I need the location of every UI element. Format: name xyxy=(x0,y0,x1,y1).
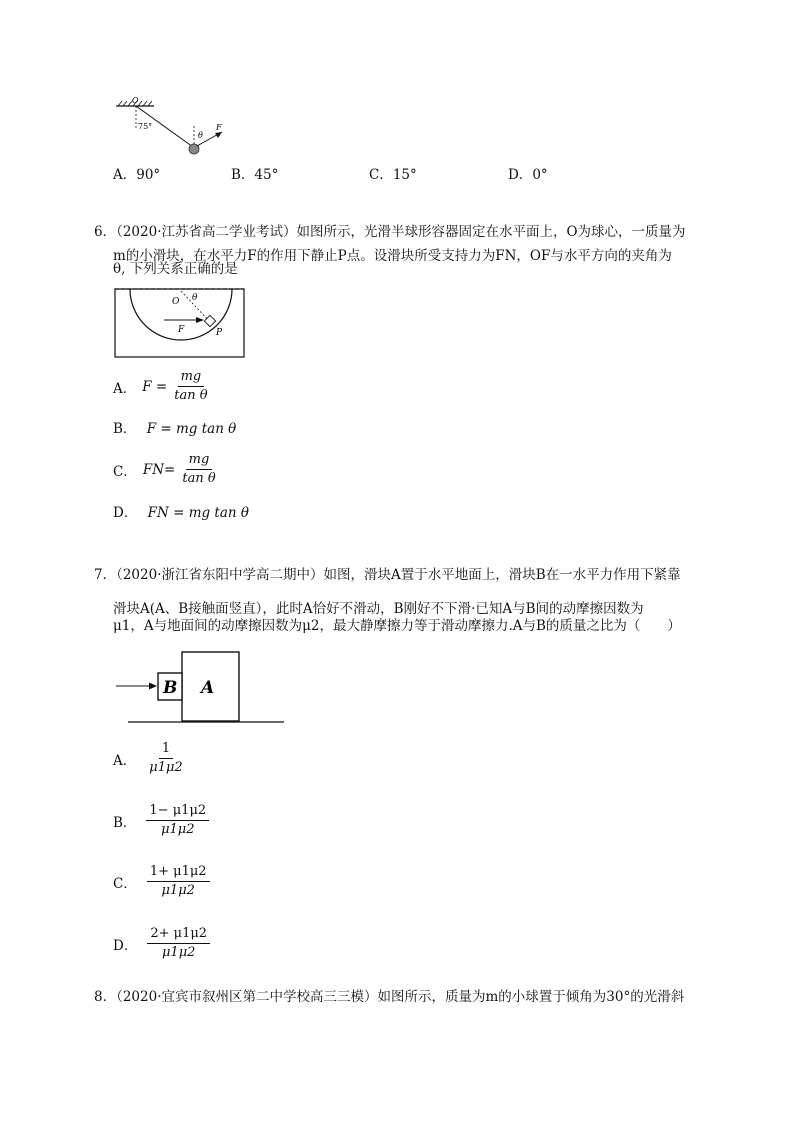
q7-stem-line2: 滑块A(A、B接触面竖直），此时A恰好不滑动，B刚好不下滑·已知A与B间的动摩擦因数为 xyxy=(113,601,644,617)
q6-option-b-label: B． xyxy=(113,421,137,437)
q6-option-a[interactable] xyxy=(113,369,211,404)
q7-option-b[interactable] xyxy=(113,803,209,838)
q7-stem-line3: μ1，A与地面间的动摩擦因数为μ2，最大静摩擦力等于滑动摩擦力.A与B的质量之比为（ ） xyxy=(113,618,681,634)
q5-option-b[interactable] xyxy=(231,163,278,183)
q6-option-b[interactable] xyxy=(113,417,236,437)
q5-option-c[interactable] xyxy=(369,163,417,183)
q7-option-b-fraction xyxy=(146,803,209,838)
q5-label-f: F xyxy=(216,123,222,132)
q5-option-c-text: 15° xyxy=(392,167,417,183)
q6-label-f: F xyxy=(178,325,185,335)
q7-option-a-num: 1 xyxy=(159,741,173,759)
q5-option-a-text: 90° xyxy=(136,167,161,183)
q7-option-c[interactable] xyxy=(113,864,210,899)
q8-number: 8． xyxy=(94,989,117,1005)
q5-option-d[interactable] xyxy=(508,163,548,183)
q6-option-c-fraction xyxy=(179,452,218,487)
q6-label-theta: θ xyxy=(192,293,198,303)
q7-figure xyxy=(112,650,286,726)
q6-option-c-label: C． xyxy=(113,463,137,480)
q7-option-d-num: 2+ μ1μ2 xyxy=(147,926,210,944)
q6-option-a-num: mg xyxy=(178,369,205,387)
q7-option-d-den: μ1μ2 xyxy=(161,945,196,960)
q5-option-c-label: C． xyxy=(369,167,393,183)
q6-option-d-label: D． xyxy=(113,505,138,521)
q6-container-box xyxy=(115,289,244,357)
q6-option-a-fraction xyxy=(171,369,210,404)
q7-force-arrowhead xyxy=(149,683,157,690)
q7-option-d-fraction xyxy=(147,926,210,961)
q6-option-d-text: FN = mg tan θ xyxy=(147,505,250,521)
q8-line1-text: （2020·宜宾市叙州区第二中学校高三三模）如图所示，质量为m的小球置于倾角为30°的光滑斜 xyxy=(116,989,685,1005)
q5-label-o: O xyxy=(132,96,139,105)
q7-stem-line1 xyxy=(94,565,681,585)
q7-label-a: A xyxy=(201,678,215,698)
q6-option-d[interactable] xyxy=(113,501,249,521)
q7-option-d[interactable] xyxy=(113,926,210,961)
q6-stem-line3: θ, 下列关系正确的是 xyxy=(113,261,238,277)
q7-option-b-label: B． xyxy=(113,814,137,831)
q7-line1-text: （2020·浙江省东阳中学高二期中）如图，滑块A置于水平地面上，滑块B在一水平力作用下紧靠 xyxy=(116,567,681,583)
q5-option-a-label: A． xyxy=(113,167,137,183)
q7-option-b-num: 1− μ1μ2 xyxy=(146,803,209,821)
q6-option-c-lhs: FN= xyxy=(142,461,176,478)
q8-stem-line1 xyxy=(94,987,684,1007)
q7-option-c-den: μ1μ2 xyxy=(161,883,195,898)
q6-option-c-num: mg xyxy=(186,452,213,470)
q6-line1-text: （2020·江苏省高二学业考试）如图所示，光滑半球形容器固定在水平面上，O为球心，一质量为 xyxy=(116,224,686,240)
q7-option-c-label: C． xyxy=(113,875,137,892)
q6-number: 6． xyxy=(94,224,117,240)
q6-option-a-lhs: F = xyxy=(142,378,168,395)
q6-label-o: O xyxy=(172,297,180,307)
q5-figure xyxy=(110,92,230,160)
q6-option-a-den: tan θ xyxy=(174,388,208,403)
q7-number: 7． xyxy=(94,567,117,583)
q5-label-75: 75° xyxy=(138,122,153,131)
q6-stem-line2: m的小滑块，在水平力F的作用下静止P点。设滑块所受支持力为FN，OF与水平方向的夹角为 xyxy=(113,248,672,264)
q6-option-c[interactable] xyxy=(113,452,219,487)
q6-label-p: P xyxy=(216,328,223,338)
q5-option-d-text: 0° xyxy=(532,167,548,183)
q6-slider xyxy=(204,315,215,326)
q7-option-a-fraction xyxy=(146,741,185,776)
q7-option-a[interactable] xyxy=(113,741,186,776)
q6-figure xyxy=(114,288,246,360)
q6-option-c-den: tan θ xyxy=(182,471,216,486)
q6-stem-line1 xyxy=(94,222,686,242)
q5-option-b-text: 45° xyxy=(254,167,279,183)
q7-option-a-den: μ1μ2 xyxy=(149,760,183,775)
q7-option-c-num: 1+ μ1μ2 xyxy=(147,864,210,882)
q7-option-b-den: μ1μ2 xyxy=(161,822,195,837)
q5-option-b-label: B． xyxy=(231,167,255,183)
q7-label-b: B xyxy=(163,678,178,698)
q5-option-d-label: D． xyxy=(508,167,533,183)
q6-force-arrowhead xyxy=(196,317,204,323)
q5-option-a[interactable] xyxy=(113,163,160,183)
q5-label-theta: θ xyxy=(198,131,203,140)
q6-option-b-text: F = mg tan θ xyxy=(146,421,237,437)
q7-option-d-label: D． xyxy=(113,937,138,954)
q7-option-a-label: A． xyxy=(113,752,137,769)
q6-option-a-label: A． xyxy=(113,380,137,397)
q7-option-c-fraction xyxy=(147,864,210,899)
